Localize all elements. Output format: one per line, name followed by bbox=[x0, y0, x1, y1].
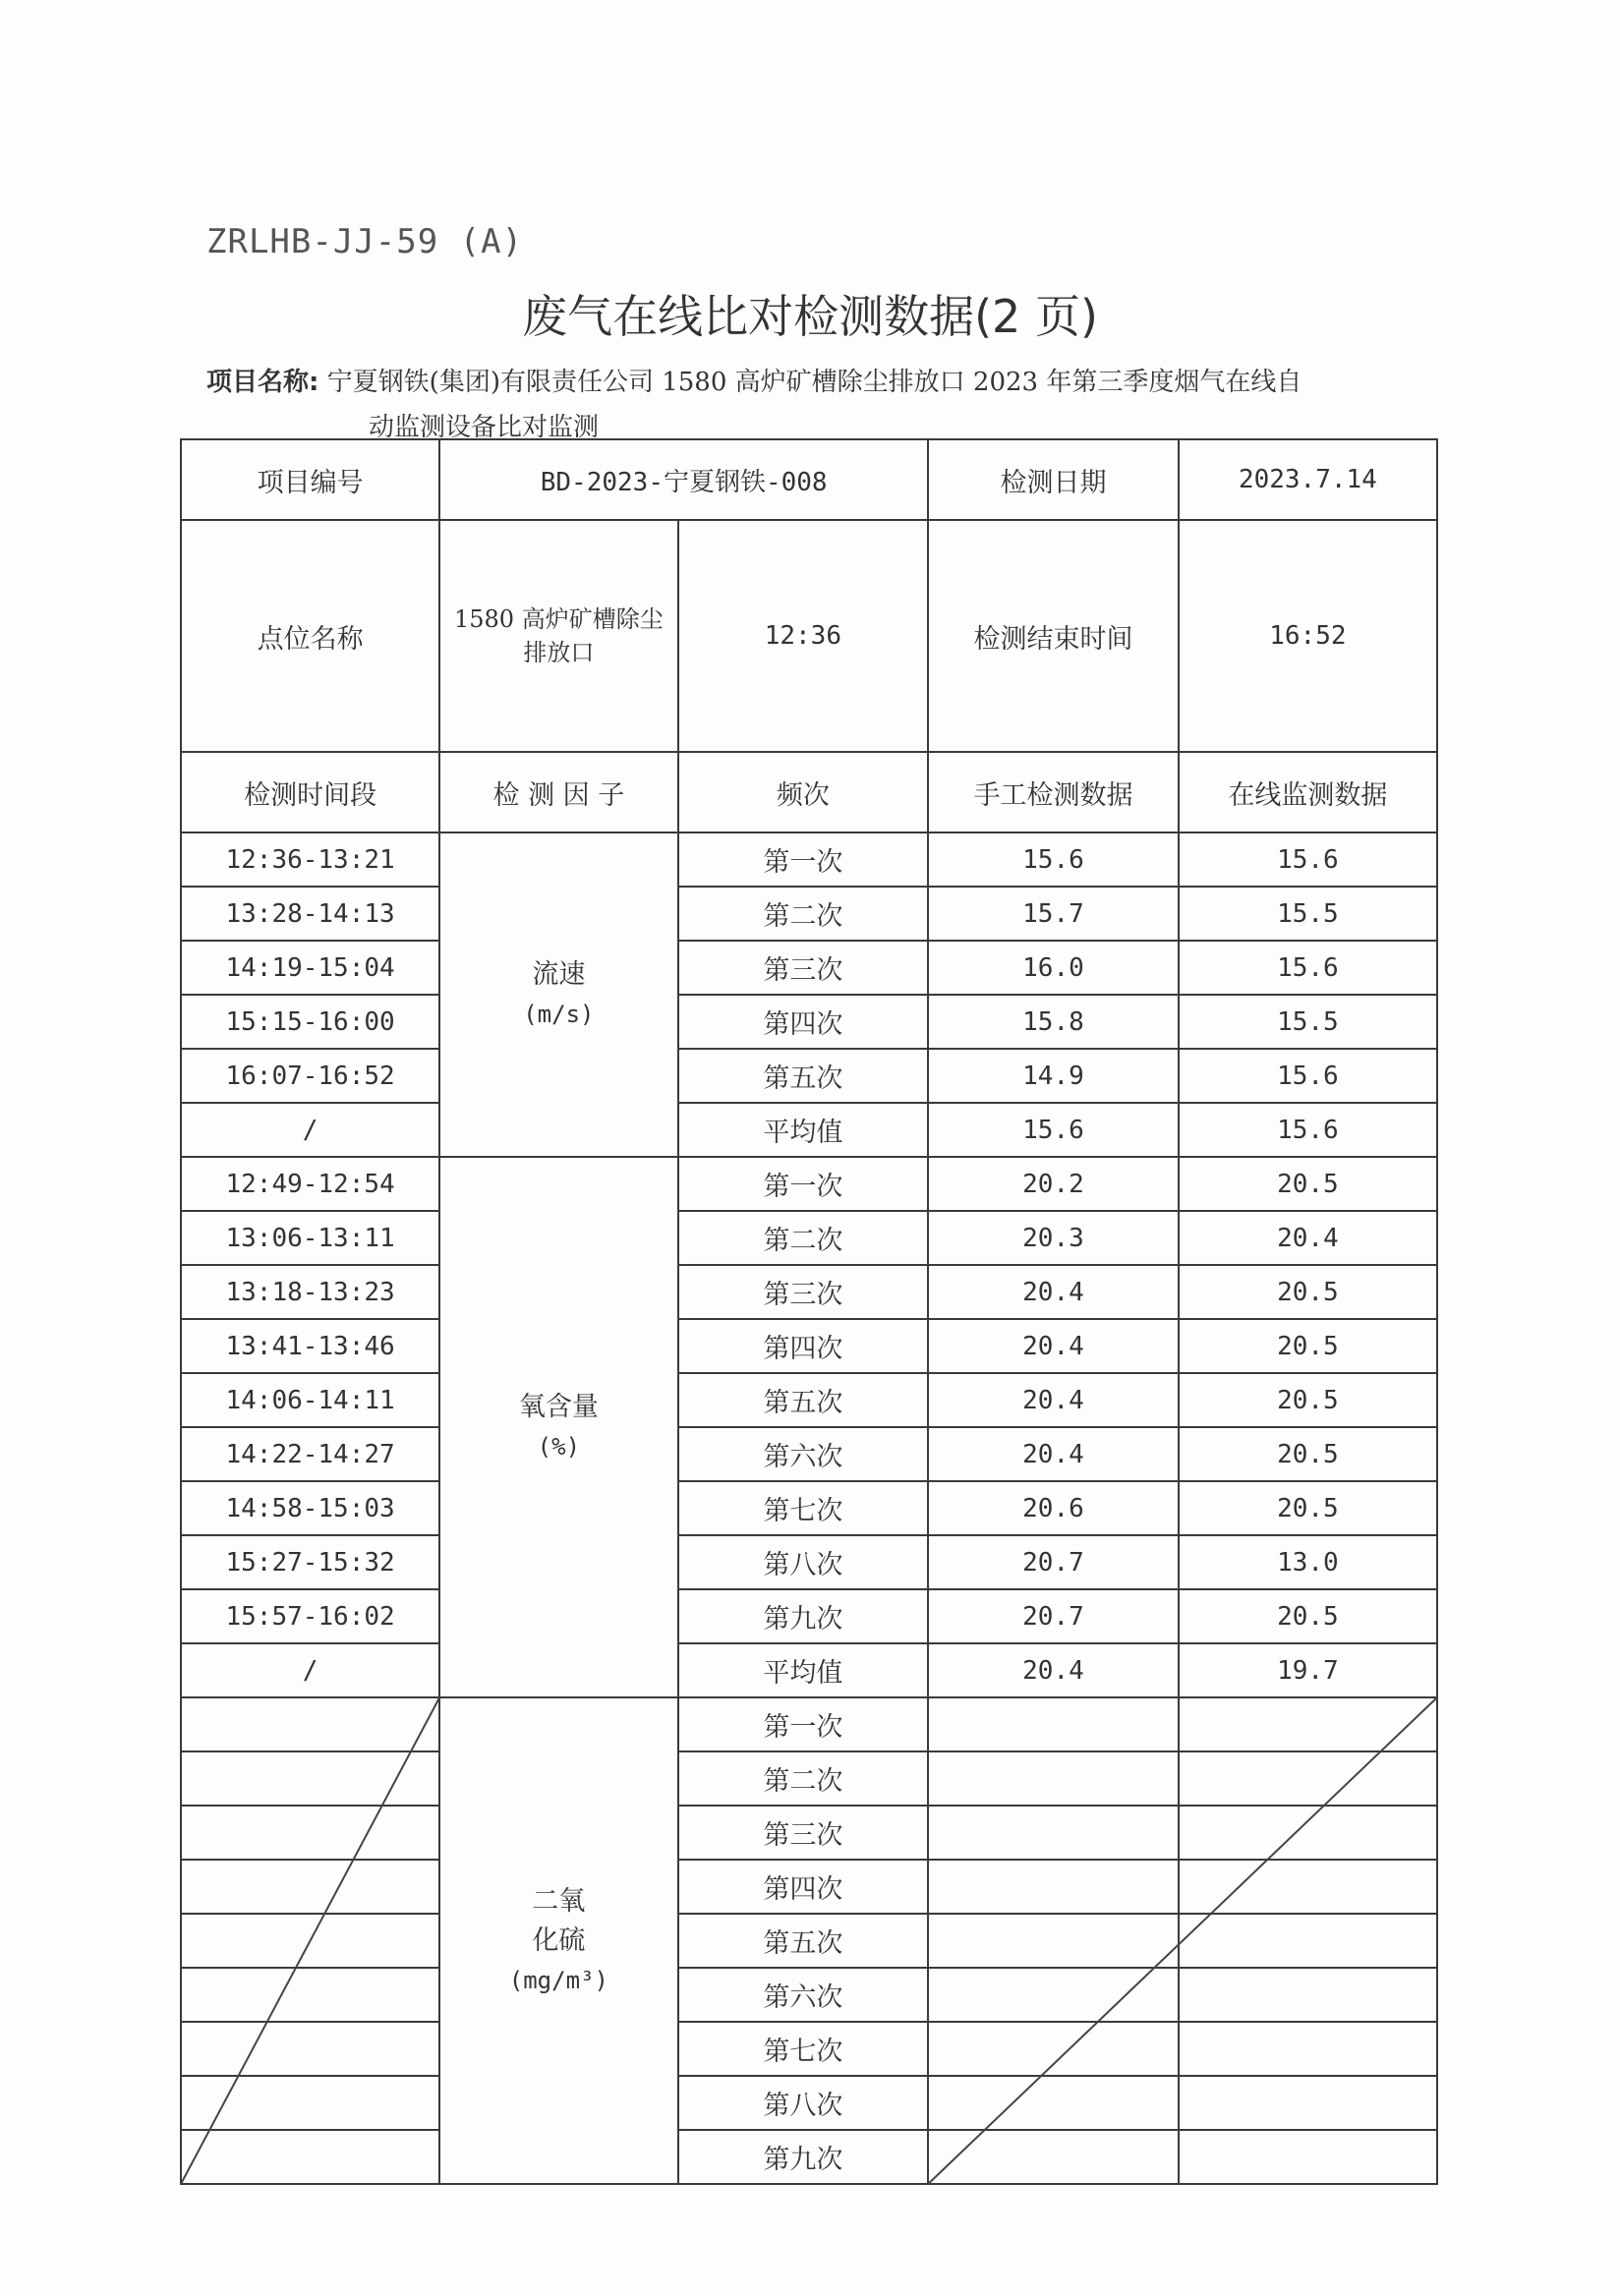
online-value-cell: 15.5 bbox=[1179, 887, 1437, 941]
table-row bbox=[181, 941, 1437, 995]
frequency-cell: 第七次 bbox=[678, 2022, 929, 2076]
manual-value-cell: 20.7 bbox=[928, 1535, 1179, 1589]
frequency-cell: 第三次 bbox=[678, 1265, 929, 1319]
period-cell: 14:22-14:27 bbox=[181, 1427, 439, 1481]
frequency-cell: 第三次 bbox=[678, 1806, 929, 1860]
manual-value-cell: 15.6 bbox=[928, 832, 1179, 887]
period-cell: 13:28-14:13 bbox=[181, 887, 439, 941]
online-value-cell: 15.5 bbox=[1179, 995, 1437, 1049]
col-manual: 手工检测数据 bbox=[928, 752, 1179, 832]
period-cell: 15:57-16:02 bbox=[181, 1589, 439, 1643]
period-cell: 15:27-15:32 bbox=[181, 1535, 439, 1589]
manual-value-cell: 20.4 bbox=[928, 1373, 1179, 1427]
factor-name: 氧含量 bbox=[518, 1392, 599, 1422]
frequency-cell: 第一次 bbox=[678, 1697, 929, 1751]
online-value-cell: 20.5 bbox=[1179, 1373, 1437, 1427]
frequency-cell: 第三次 bbox=[678, 941, 929, 995]
manual-value-cell bbox=[928, 1751, 1179, 1806]
project-name-label: 项目名称: bbox=[206, 368, 319, 397]
period-cell: 14:58-15:03 bbox=[181, 1481, 439, 1535]
table-row bbox=[181, 1211, 1437, 1265]
manual-value-cell: 20.4 bbox=[928, 1643, 1179, 1697]
manual-value-cell: 16.0 bbox=[928, 941, 1179, 995]
table-row bbox=[181, 1265, 1437, 1319]
frequency-cell: 第八次 bbox=[678, 2076, 929, 2130]
end-time-label: 检测结束时间 bbox=[928, 520, 1179, 752]
frequency-cell: 第二次 bbox=[678, 887, 929, 941]
online-value-cell: 15.6 bbox=[1179, 832, 1437, 887]
frequency-cell: 第八次 bbox=[678, 1535, 929, 1589]
manual-value-cell: 20.2 bbox=[928, 1157, 1179, 1211]
period-cell bbox=[181, 1860, 439, 1914]
table-row bbox=[181, 1968, 1437, 2022]
online-value-cell: 13.0 bbox=[1179, 1535, 1437, 1589]
online-value-cell: 19.7 bbox=[1179, 1643, 1437, 1697]
manual-value-cell bbox=[928, 2022, 1179, 2076]
manual-value-cell: 15.6 bbox=[928, 1103, 1179, 1157]
manual-value-cell: 15.8 bbox=[928, 995, 1179, 1049]
table-row bbox=[181, 1373, 1437, 1427]
online-value-cell: 20.4 bbox=[1179, 1211, 1437, 1265]
online-value-cell bbox=[1179, 1860, 1437, 1914]
table-row bbox=[181, 1643, 1437, 1697]
frequency-cell: 第二次 bbox=[678, 1751, 929, 1806]
factor-cell bbox=[439, 1157, 677, 1697]
period-cell: 13:18-13:23 bbox=[181, 1265, 439, 1319]
test-date-label: 检测日期 bbox=[928, 439, 1179, 520]
frequency-cell: 第一次 bbox=[678, 832, 929, 887]
frequency-cell: 第九次 bbox=[678, 2130, 929, 2184]
period-cell: 13:06-13:11 bbox=[181, 1211, 439, 1265]
col-online: 在线监测数据 bbox=[1179, 752, 1437, 832]
table-row bbox=[181, 1103, 1437, 1157]
period-cell: 14:06-14:11 bbox=[181, 1373, 439, 1427]
frequency-cell: 第五次 bbox=[678, 1373, 929, 1427]
table-row bbox=[181, 2022, 1437, 2076]
factor-cell bbox=[439, 832, 677, 1157]
period-cell bbox=[181, 2022, 439, 2076]
frequency-cell: 第七次 bbox=[678, 1481, 929, 1535]
manual-value-cell bbox=[928, 2076, 1179, 2130]
start-time-value: 12:36 bbox=[678, 520, 929, 752]
info-row-2 bbox=[181, 520, 1437, 752]
frequency-cell: 第四次 bbox=[678, 1319, 929, 1373]
online-value-cell bbox=[1179, 2022, 1437, 2076]
factor-unit: (%) bbox=[537, 1433, 581, 1461]
table-row bbox=[181, 1157, 1437, 1211]
online-value-cell: 20.5 bbox=[1179, 1319, 1437, 1373]
col-factor: 检 测 因 子 bbox=[439, 752, 677, 832]
manual-value-cell bbox=[928, 2130, 1179, 2184]
project-name bbox=[206, 360, 1435, 450]
manual-value-cell: 15.7 bbox=[928, 887, 1179, 941]
frequency-cell: 第五次 bbox=[678, 1914, 929, 1968]
manual-value-cell: 14.9 bbox=[928, 1049, 1179, 1103]
manual-value-cell: 20.3 bbox=[928, 1211, 1179, 1265]
table-row bbox=[181, 1427, 1437, 1481]
manual-value-cell: 20.4 bbox=[928, 1319, 1179, 1373]
table-row bbox=[181, 2130, 1437, 2184]
project-name-line2: 动监测设备比对监测 bbox=[369, 413, 600, 442]
online-value-cell bbox=[1179, 2130, 1437, 2184]
form-code: ZRLHB-JJ-59 (A) bbox=[206, 222, 524, 261]
online-value-cell: 20.5 bbox=[1179, 1481, 1437, 1535]
frequency-cell: 平均值 bbox=[678, 1643, 929, 1697]
end-time-value: 16:52 bbox=[1179, 520, 1437, 752]
table-row bbox=[181, 995, 1437, 1049]
col-freq: 频次 bbox=[678, 752, 929, 832]
period-cell: / bbox=[181, 1643, 439, 1697]
online-value-cell bbox=[1179, 1697, 1437, 1751]
table-row bbox=[181, 1860, 1437, 1914]
table-row bbox=[181, 832, 1437, 887]
manual-value-cell: 20.4 bbox=[928, 1427, 1179, 1481]
period-cell: 12:49-12:54 bbox=[181, 1157, 439, 1211]
online-value-cell: 20.5 bbox=[1179, 1427, 1437, 1481]
table-row bbox=[181, 1481, 1437, 1535]
frequency-cell: 第六次 bbox=[678, 1968, 929, 2022]
data-table bbox=[180, 438, 1438, 2185]
online-value-cell: 20.5 bbox=[1179, 1265, 1437, 1319]
online-value-cell: 15.6 bbox=[1179, 941, 1437, 995]
table-row bbox=[181, 1589, 1437, 1643]
project-no-value: BD-2023-宁夏钢铁-008 bbox=[439, 439, 928, 520]
period-cell bbox=[181, 1697, 439, 1751]
info-row-1 bbox=[181, 439, 1437, 520]
online-value-cell: 20.5 bbox=[1179, 1589, 1437, 1643]
manual-value-cell: 20.7 bbox=[928, 1589, 1179, 1643]
frequency-cell: 第二次 bbox=[678, 1211, 929, 1265]
manual-value-cell bbox=[928, 1806, 1179, 1860]
frequency-cell: 第一次 bbox=[678, 1157, 929, 1211]
frequency-cell: 第九次 bbox=[678, 1589, 929, 1643]
factor-name-line2: 化硫 bbox=[532, 1924, 586, 1956]
period-cell bbox=[181, 2130, 439, 2184]
table-row bbox=[181, 1806, 1437, 1860]
manual-value-cell bbox=[928, 1697, 1179, 1751]
table-row bbox=[181, 1914, 1437, 1968]
table-row bbox=[181, 887, 1437, 941]
frequency-cell: 平均值 bbox=[678, 1103, 929, 1157]
period-cell: 15:15-16:00 bbox=[181, 995, 439, 1049]
frequency-cell: 第五次 bbox=[678, 1049, 929, 1103]
period-cell: 12:36-13:21 bbox=[181, 832, 439, 887]
factor-name: 流速 bbox=[532, 959, 586, 990]
table-row bbox=[181, 2076, 1437, 2130]
period-cell: / bbox=[181, 1103, 439, 1157]
site-value: 1580 高炉矿槽除尘排放口 bbox=[439, 520, 677, 752]
period-cell: 13:41-13:46 bbox=[181, 1319, 439, 1373]
online-value-cell bbox=[1179, 2076, 1437, 2130]
manual-value-cell bbox=[928, 1860, 1179, 1914]
factor-name-line1: 二氧 bbox=[532, 1885, 586, 1917]
table-row bbox=[181, 1535, 1437, 1589]
online-value-cell bbox=[1179, 1751, 1437, 1806]
site-label: 点位名称 bbox=[181, 520, 439, 752]
project-name-line1: 宁夏钢铁(集团)有限责任公司 1580 高炉矿槽除尘排放口 2023 年第三季度烟气在线自 bbox=[326, 368, 1302, 397]
frequency-cell: 第四次 bbox=[678, 995, 929, 1049]
factor-unit: (mg/m³) bbox=[508, 1966, 608, 1994]
page-title: 废气在线比对检测数据(2 页) bbox=[522, 290, 1098, 343]
test-date-value: 2023.7.14 bbox=[1179, 439, 1437, 520]
manual-value-cell: 20.4 bbox=[928, 1265, 1179, 1319]
online-value-cell: 15.6 bbox=[1179, 1103, 1437, 1157]
online-value-cell bbox=[1179, 1914, 1437, 1968]
frequency-cell: 第四次 bbox=[678, 1860, 929, 1914]
online-value-cell bbox=[1179, 1968, 1437, 2022]
table-row bbox=[181, 1697, 1437, 1751]
period-cell bbox=[181, 1806, 439, 1860]
table-row bbox=[181, 1319, 1437, 1373]
period-cell: 16:07-16:52 bbox=[181, 1049, 439, 1103]
online-value-cell: 15.6 bbox=[1179, 1049, 1437, 1103]
period-cell bbox=[181, 1751, 439, 1806]
manual-value-cell bbox=[928, 1914, 1179, 1968]
factor-unit: (m/s) bbox=[523, 1001, 595, 1028]
frequency-cell: 第六次 bbox=[678, 1427, 929, 1481]
manual-value-cell: 20.6 bbox=[928, 1481, 1179, 1535]
period-cell bbox=[181, 1968, 439, 2022]
online-value-cell bbox=[1179, 1806, 1437, 1860]
col-period: 检测时间段 bbox=[181, 752, 439, 832]
project-no-label: 项目编号 bbox=[181, 439, 439, 520]
factor-cell bbox=[439, 1697, 677, 2184]
period-cell bbox=[181, 1914, 439, 1968]
online-value-cell: 20.5 bbox=[1179, 1157, 1437, 1211]
period-cell bbox=[181, 2076, 439, 2130]
table-row bbox=[181, 1751, 1437, 1806]
period-cell: 14:19-15:04 bbox=[181, 941, 439, 995]
column-header-row bbox=[181, 752, 1437, 832]
table-row bbox=[181, 1049, 1437, 1103]
manual-value-cell bbox=[928, 1968, 1179, 2022]
